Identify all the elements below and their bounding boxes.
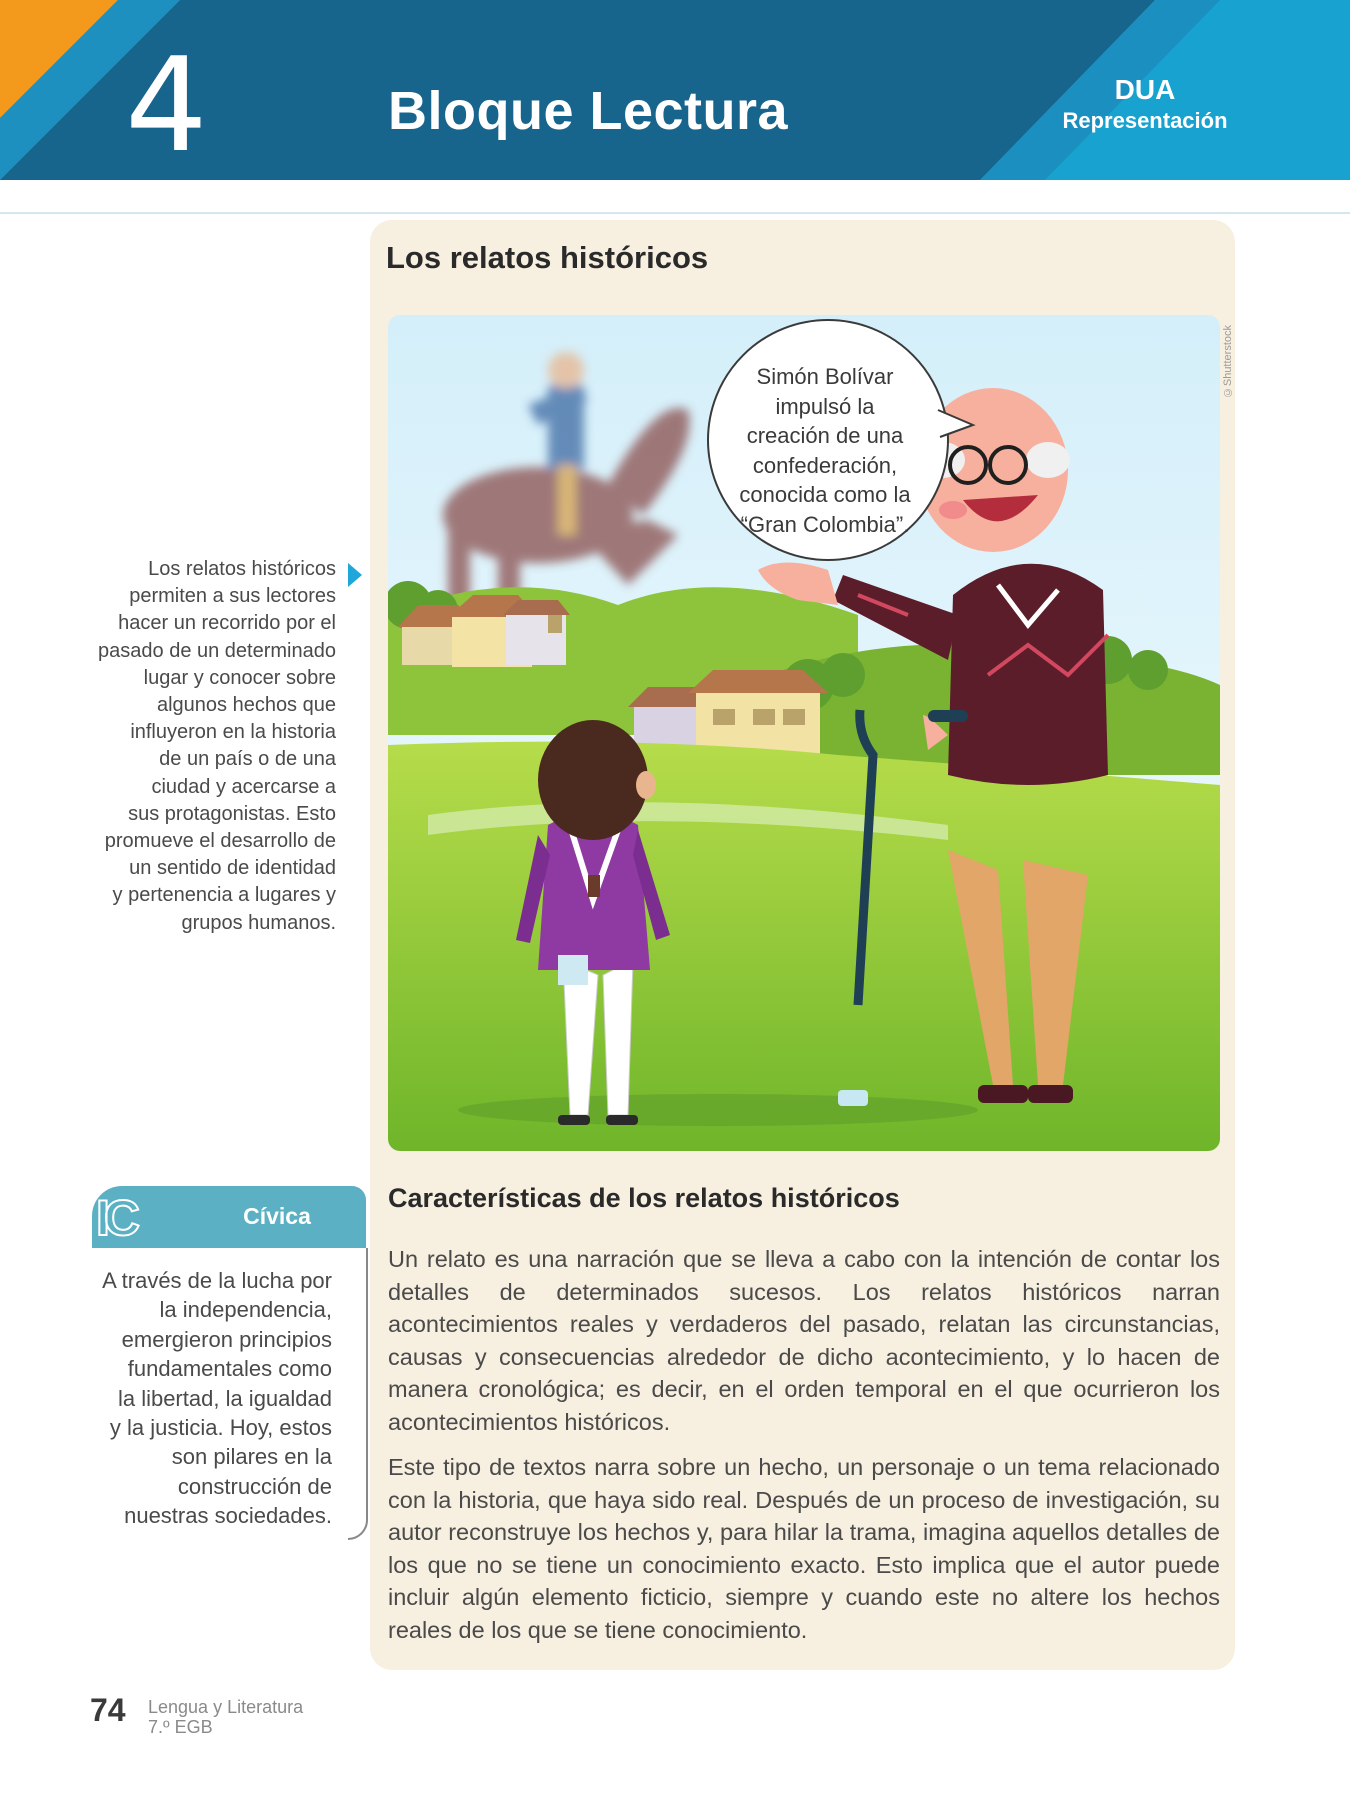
- section-title: Características de los relatos históricos: [388, 1183, 900, 1213]
- card-title: Los relatos históricos: [386, 240, 709, 275]
- image-credit: ©Shutterstock: [1222, 325, 1234, 399]
- civica-logo-icon: IC: [96, 1190, 134, 1246]
- page-header: [0, 0, 1350, 180]
- footer-subject: Lengua y Literatura: [148, 1697, 304, 1717]
- civica-text: A través de la lucha por la independencia, emergieron principios fundamentales como la libertad, la igualdad y la justicia. Hoy, estos son pilares en la construcción de nuestras sociedades.: [102, 1268, 332, 1529]
- dua-subtitle: Representación: [1062, 108, 1228, 133]
- speech-bubble-text: Simón Bolívar impulsó la creación de una confederación, conocida como la “Gran Colombia”.: [739, 364, 911, 537]
- body-paragraph: Este tipo de textos narra sobre un hecho, un personaje o un tema relacionado con la historia, que haya sido real. Después de un proceso de investigación, su autor reconstruye los hechos y, para hilar la trama, imagina aquellos detalles de los que no se tiene un conocimiento exacto. Esto implica que el autor puede incluir algún elemento ficticio, siempre y cuando este no altere los hechos reales de los que se tiene conocimiento.: [388, 1454, 1220, 1643]
- header-divider: [0, 212, 1350, 214]
- body-paragraph: Un relato es una narración que se lleva a cabo con la intención de contar los detalles de determinados sucesos. Los relatos históricos narran acontecimientos reales y verdaderos del pasado, relatan las circunstancias, causas y consecuencias alrededor de dicho acontecimiento, y lo hacen de manera cronológica; es decir, en el orden temporal en el que ocurrieron los acontecimientos históricos.: [388, 1246, 1220, 1435]
- civica-sidebar: [92, 1186, 370, 1554]
- margin-note: Los relatos históricos permiten a sus lectores hacer un recorrido por el pasado de un determinado lugar y conocer sobre algunos hechos que influyeron en la historia de un país o de una ciudad y acercarse a sus protagonistas. Esto promueve el desarrollo de un sentido de identidad y pertenencia a lugares y grupos humanos.: [98, 558, 336, 934]
- triangle-pointer-icon: [348, 563, 362, 587]
- block-title: Bloque Lectura: [388, 81, 789, 141]
- civica-label: Cívica: [243, 1203, 311, 1229]
- page-number: 74: [90, 1692, 126, 1728]
- dua-title: DUA: [1114, 74, 1176, 105]
- footer-grade: 7.º EGB: [148, 1717, 213, 1737]
- unit-number: 4: [125, 29, 208, 181]
- civica-frame-line: [348, 1248, 368, 1540]
